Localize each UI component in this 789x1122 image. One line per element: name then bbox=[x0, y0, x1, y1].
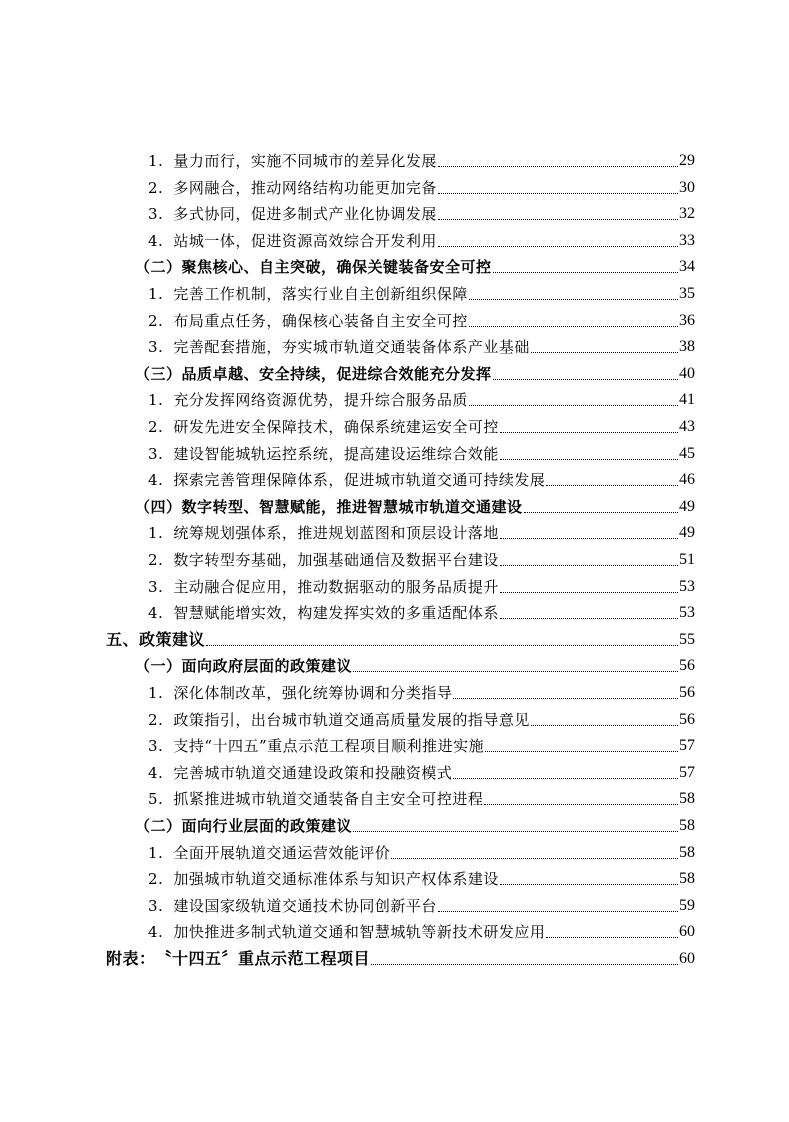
toc-entry[interactable] bbox=[148, 916, 695, 942]
toc-entry-number: 4. bbox=[148, 763, 164, 782]
dot-leader bbox=[546, 485, 678, 486]
dot-leader bbox=[438, 219, 678, 220]
dot-leader bbox=[438, 166, 678, 167]
toc-entry-title: 完善配套措施，夯实城市轨道交通装备体系产业基础 bbox=[173, 338, 530, 357]
toc-entry-number: 1. bbox=[148, 843, 164, 862]
toc-entry[interactable] bbox=[148, 571, 695, 597]
toc-entry[interactable] bbox=[148, 757, 695, 783]
toc-entry-title: 加强城市轨道交通标准体系与知识产权体系建设 bbox=[173, 870, 499, 889]
toc-entry-page-number: 43 bbox=[679, 418, 695, 435]
toc-entry[interactable] bbox=[148, 837, 695, 863]
toc-entry-number: 1. bbox=[148, 684, 164, 702]
dot-leader bbox=[493, 379, 678, 380]
toc-entry-title: 深化体制改革，强化统筹协调和分类指导 bbox=[173, 684, 453, 702]
dot-leader bbox=[531, 725, 678, 726]
toc-entry-number: 4. bbox=[148, 471, 164, 490]
toc-entry[interactable] bbox=[135, 810, 695, 836]
toc-entry-title: 多式协同，促进多制式产业化协调发展 bbox=[173, 205, 437, 224]
toc-entry-page-number: 55 bbox=[679, 630, 695, 648]
toc-entry-title: 统筹规划强体系，推进规划蓝图和顶层设计落地 bbox=[173, 524, 499, 543]
toc-entry-number: 3. bbox=[148, 338, 164, 357]
toc-entry-page-number: 49 bbox=[679, 524, 695, 542]
toc-entry[interactable] bbox=[148, 331, 695, 357]
toc-entry-number: 2. bbox=[148, 551, 164, 569]
toc-entry-page-number: 35 bbox=[679, 285, 695, 302]
toc-entry-number: 4. bbox=[148, 604, 164, 623]
dot-leader bbox=[524, 512, 678, 513]
toc-entry-page-number: 58 bbox=[679, 843, 695, 861]
toc-entry-number: 附表： bbox=[106, 949, 156, 968]
toc-entry-number: 1. bbox=[148, 391, 164, 410]
toc-entry-number: （三） bbox=[135, 364, 182, 383]
toc-entry[interactable] bbox=[148, 464, 695, 490]
toc-entry-title: 聚焦核心、自主突破，确保关键装备安全可控 bbox=[181, 258, 492, 277]
toc-entry-title: 建设智能城轨运控系统，提高建设运维综合效能 bbox=[173, 444, 499, 463]
toc-entry[interactable] bbox=[135, 251, 695, 277]
dot-leader bbox=[469, 326, 678, 327]
toc-entry-number: 4. bbox=[148, 923, 164, 942]
toc-entry[interactable] bbox=[148, 198, 695, 224]
toc-entry-page-number: 49 bbox=[679, 497, 695, 515]
toc-entry-number: 2. bbox=[148, 710, 164, 729]
toc-entry-title: 加快推进多制式轨道交通和智慧城轨等新技术研发应用 bbox=[173, 923, 546, 942]
toc-entry-page-number: 30 bbox=[679, 178, 695, 196]
toc-entry[interactable] bbox=[148, 677, 695, 703]
toc-entry[interactable] bbox=[148, 730, 695, 756]
toc-entry-number: 2. bbox=[148, 178, 164, 197]
toc-entry-title: 充分发挥网络资源优势，提升综合服务品质 bbox=[173, 391, 468, 410]
dot-leader bbox=[391, 858, 678, 859]
toc-entry[interactable] bbox=[148, 384, 695, 410]
toc-entry-page-number: 57 bbox=[679, 737, 695, 755]
toc-entry-page-number: 36 bbox=[679, 311, 695, 329]
toc-entry-page-number: 58 bbox=[679, 870, 695, 888]
toc-entry-title: 完善城市轨道交通建设政策和投融资模式 bbox=[173, 763, 453, 782]
toc-entry-title: 多网融合，推动网络结构功能更加完备 bbox=[173, 178, 437, 197]
dot-leader bbox=[493, 272, 678, 273]
dot-leader bbox=[438, 193, 678, 194]
toc-entry-page-number: 56 bbox=[679, 657, 695, 675]
dot-leader bbox=[206, 645, 678, 646]
toc-entry-title: 品质卓越、安全持续，促进综合效能充分发挥 bbox=[181, 364, 492, 383]
toc-entry-page-number: 41 bbox=[679, 391, 695, 409]
toc-entry-page-number: 53 bbox=[679, 604, 695, 622]
toc-entry-number: 2. bbox=[148, 870, 164, 889]
dot-leader bbox=[500, 432, 678, 433]
toc-entry-page-number: 58 bbox=[679, 790, 695, 808]
toc-entry-title: 量力而行，实施不同城市的差异化发展 bbox=[173, 152, 437, 170]
toc-entry-number: （四） bbox=[135, 497, 182, 516]
toc-entry[interactable] bbox=[148, 278, 695, 304]
dot-leader bbox=[500, 884, 678, 885]
toc-entry[interactable] bbox=[135, 491, 695, 517]
toc-entry[interactable] bbox=[106, 624, 695, 650]
toc-entry-page-number: 60 bbox=[679, 923, 695, 941]
toc-entry-page-number: 59 bbox=[679, 896, 695, 914]
toc-entry[interactable] bbox=[135, 650, 695, 676]
toc-entry[interactable] bbox=[148, 517, 695, 543]
toc-entry-page-number: 60 bbox=[679, 950, 695, 967]
dot-leader bbox=[353, 671, 678, 672]
toc-entry[interactable] bbox=[148, 890, 695, 916]
toc-entry[interactable] bbox=[148, 783, 695, 809]
toc-entry-title: 政策建议 bbox=[139, 629, 206, 649]
toc-entry-page-number: 38 bbox=[679, 338, 695, 356]
dot-leader bbox=[500, 459, 678, 460]
dot-leader bbox=[353, 831, 678, 832]
toc-entry[interactable] bbox=[148, 863, 695, 889]
toc-entry-page-number: 45 bbox=[679, 444, 695, 462]
dot-leader bbox=[453, 778, 678, 779]
toc-entry-title: 面向政府层面的政策建议 bbox=[181, 657, 353, 676]
dot-leader bbox=[500, 618, 678, 619]
toc-entry-title: 探索完善管理保障体系，促进城市轨道交通可持续发展 bbox=[173, 471, 546, 490]
toc-entry-title: 建设国家级轨道交通技术协同创新平台 bbox=[173, 896, 437, 915]
toc-entry-page-number: 40 bbox=[679, 364, 695, 382]
toc-entry-page-number: 51 bbox=[679, 551, 695, 568]
toc-entry-page-number: 56 bbox=[679, 710, 695, 728]
toc-entry-page-number: 57 bbox=[679, 763, 695, 781]
toc-entry-title: 主动融合促应用，推动数据驱动的服务品质提升 bbox=[173, 577, 499, 596]
toc-entry-page-number: 33 bbox=[679, 231, 695, 249]
toc-entry[interactable] bbox=[148, 172, 695, 198]
toc-entry-number: 3. bbox=[148, 205, 164, 224]
toc-entry[interactable] bbox=[148, 597, 695, 623]
toc-entry-number: 1. bbox=[148, 524, 164, 543]
toc-entry-page-number: 46 bbox=[679, 471, 695, 489]
toc-entry[interactable] bbox=[148, 225, 695, 251]
toc-entry[interactable] bbox=[135, 358, 695, 384]
toc-entry-title: 站城一体，促进资源高效综合开发利用 bbox=[173, 231, 437, 250]
toc-entry-number: 3. bbox=[148, 444, 164, 463]
dot-leader bbox=[438, 911, 678, 912]
toc-entry-title: 〝十四五〞重点示范工程项目 bbox=[155, 949, 371, 968]
toc-entry[interactable] bbox=[148, 438, 695, 464]
dot-leader bbox=[371, 964, 678, 965]
dot-leader bbox=[484, 804, 678, 805]
toc-entry-number: 五、 bbox=[106, 629, 140, 649]
dot-leader bbox=[546, 937, 678, 938]
toc-entry-number: （一） bbox=[135, 657, 182, 676]
toc-entry-page-number: 53 bbox=[679, 577, 695, 595]
toc-entry-title: 数字转型夯基础，加强基础通信及数据平台建设 bbox=[173, 551, 499, 569]
dot-leader bbox=[531, 352, 678, 353]
dot-leader bbox=[500, 565, 678, 566]
toc-entry[interactable] bbox=[148, 704, 695, 730]
toc-entry-title: 抓紧推进城市轨道交通装备自主安全可控进程 bbox=[173, 790, 484, 809]
toc-entry-title: 面向行业层面的政策建议 bbox=[181, 817, 353, 835]
toc-entry-number: 1. bbox=[148, 152, 164, 170]
toc-entry-number: 3. bbox=[148, 737, 164, 756]
toc-entry-number: 5. bbox=[148, 790, 164, 809]
dot-leader bbox=[469, 405, 678, 406]
toc-entry[interactable] bbox=[106, 943, 695, 969]
toc-entry[interactable] bbox=[148, 145, 695, 171]
toc-entry-number: 3. bbox=[148, 896, 164, 915]
dot-leader bbox=[469, 299, 678, 300]
toc-entry-number: 3. bbox=[148, 577, 164, 596]
toc-entry[interactable] bbox=[148, 305, 695, 331]
toc-entry-number: 4. bbox=[148, 231, 164, 250]
dot-leader bbox=[453, 698, 678, 699]
dot-leader bbox=[438, 246, 678, 247]
toc-entry-title: 研发先进安全保障技术，确保系统建运安全可控 bbox=[173, 418, 499, 436]
toc-entry-title: 智慧赋能增实效，构建发挥实效的多重适配体系 bbox=[173, 604, 499, 623]
toc-entry-page-number: 34 bbox=[679, 258, 695, 276]
dot-leader bbox=[485, 751, 678, 752]
toc-entry-title: 数字转型、智慧赋能，推进智慧城市轨道交通建设 bbox=[181, 497, 523, 516]
dot-leader bbox=[500, 592, 678, 593]
toc-entry-title: 支持“十四五”重点示范工程项目顺利推进实施 bbox=[173, 737, 485, 756]
toc-entry-number: （二） bbox=[135, 258, 182, 277]
toc-entry-title: 政策指引，出台城市轨道交通高质量发展的指导意见 bbox=[173, 710, 530, 729]
toc-entry-number: 1. bbox=[148, 285, 164, 303]
toc-entry-number: 2. bbox=[148, 311, 164, 330]
toc-entry-title: 全面开展轨道交通运营效能评价 bbox=[173, 843, 391, 862]
toc-entry-title: 布局重点任务，确保核心装备自主安全可控 bbox=[173, 311, 468, 330]
toc-entry[interactable] bbox=[148, 411, 695, 437]
toc-entry-page-number: 56 bbox=[679, 684, 695, 701]
toc-entry-number: 2. bbox=[148, 418, 164, 436]
toc-entry-page-number: 32 bbox=[679, 205, 695, 223]
toc-entry-number: （二） bbox=[135, 817, 182, 835]
dot-leader bbox=[500, 538, 678, 539]
toc-entry-page-number: 29 bbox=[679, 152, 695, 169]
toc-entry[interactable] bbox=[148, 544, 695, 570]
toc-entry-title: 完善工作机制，落实行业自主创新组织保障 bbox=[173, 285, 468, 303]
toc-entry-page-number: 58 bbox=[679, 817, 695, 834]
